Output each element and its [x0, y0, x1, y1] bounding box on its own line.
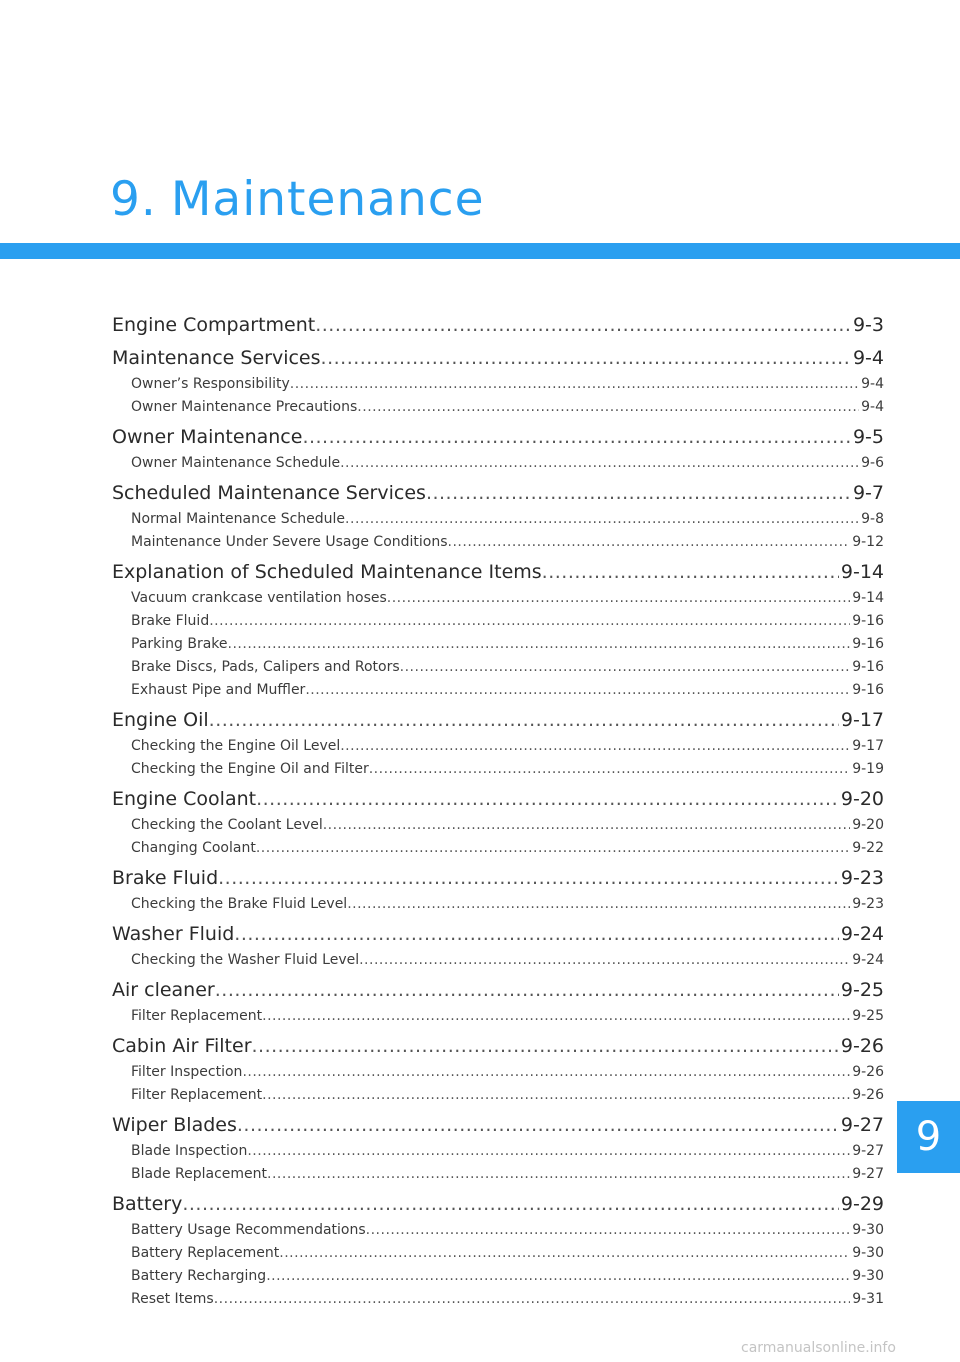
toc-page-number: 9-16 [852, 613, 884, 629]
toc-entry-title: Blade Inspection [131, 1143, 248, 1159]
toc-subsection-entry[interactable] [112, 1140, 884, 1163]
toc-subsection-entry[interactable] [112, 1005, 884, 1028]
toc-page-number: 9-24 [840, 923, 884, 945]
toc-entry-title: Filter Replacement [131, 1008, 263, 1024]
toc-subsection-entry[interactable] [112, 893, 884, 916]
toc-entry-title: Brake Fluid [131, 613, 210, 629]
toc-entry-title: Owner Maintenance Precautions [131, 399, 358, 415]
toc-page-number: 9-30 [852, 1245, 884, 1261]
toc-page-number: 9-5 [852, 426, 884, 448]
toc-page-number: 9-22 [852, 840, 884, 856]
toc-entry-title: Battery [112, 1193, 183, 1215]
dot-leader [209, 705, 839, 735]
toc-subsection-entry[interactable] [112, 1265, 884, 1288]
toc-subsection-entry[interactable] [112, 1163, 884, 1186]
dot-leader [242, 1061, 850, 1084]
dot-leader [315, 310, 851, 340]
toc-entry-title: Brake Fluid [112, 867, 219, 889]
toc-entry-title: Reset Items [131, 1291, 214, 1307]
toc-page-number: 9-30 [852, 1268, 884, 1284]
dot-leader [369, 758, 850, 781]
toc-subsection-entry[interactable] [112, 1061, 884, 1084]
toc-entry-title: Scheduled Maintenance Services [112, 482, 426, 504]
toc-subsection-entry[interactable] [112, 1242, 884, 1265]
dot-leader [387, 587, 850, 610]
toc-subsection-entry[interactable] [112, 679, 884, 702]
toc-entry-title: Owner Maintenance [112, 426, 303, 448]
toc-entry-title: Checking the Coolant Level [131, 817, 323, 833]
toc-section-entry[interactable] [112, 705, 884, 735]
toc-entry-title: Filter Inspection [131, 1064, 243, 1080]
toc-section-entry[interactable] [112, 784, 884, 814]
toc-entry-title: Blade Replacement [131, 1166, 268, 1182]
dot-leader [218, 863, 839, 893]
toc-page-number: 9-16 [852, 682, 884, 698]
toc-subsection-entry[interactable] [112, 758, 884, 781]
toc-subsection-entry[interactable] [112, 373, 884, 396]
toc-entry-title: Vacuum crankcase ventilation hoses [131, 590, 387, 606]
dot-leader [256, 784, 839, 814]
header-divider-bar [0, 243, 960, 259]
toc-subsection-entry[interactable] [112, 508, 884, 531]
chapter-tab[interactable]: 9 [897, 1101, 960, 1173]
toc-section-entry[interactable] [112, 422, 884, 452]
dot-leader [214, 1288, 850, 1311]
toc-page-number: 9-26 [840, 1035, 884, 1057]
dot-leader [228, 633, 851, 656]
dot-leader [347, 893, 850, 916]
toc-subsection-entry[interactable] [112, 1219, 884, 1242]
toc-page-number: 9-26 [852, 1087, 884, 1103]
toc-page-number: 9-23 [852, 896, 884, 912]
dot-leader [302, 422, 851, 452]
toc-subsection-entry[interactable] [112, 837, 884, 860]
toc-entry-title: Wiper Blades [112, 1114, 237, 1136]
toc-page-number: 9-16 [852, 659, 884, 675]
toc-page-number: 9-27 [852, 1166, 884, 1182]
toc-page-number: 9-17 [852, 738, 884, 754]
toc-page-number: 9-20 [840, 788, 884, 810]
dot-leader [262, 1005, 850, 1028]
toc-page-number: 9-4 [852, 347, 884, 369]
toc-section-entry[interactable] [112, 557, 884, 587]
chapter-header [110, 172, 485, 227]
toc-entry-title: Normal Maintenance Schedule [131, 511, 346, 527]
dot-leader [321, 343, 851, 373]
toc-page-number: 9-14 [852, 590, 884, 606]
toc-entry-title: Owner Maintenance Schedule [131, 455, 341, 471]
toc-section-entry[interactable] [112, 863, 884, 893]
toc-page-number: 9-31 [852, 1291, 884, 1307]
toc-subsection-entry[interactable] [112, 531, 884, 554]
toc-page-number: 9-4 [861, 399, 884, 415]
toc-page-number: 9-30 [852, 1222, 884, 1238]
toc-entry-title: Changing Coolant [131, 840, 256, 856]
dot-leader [256, 837, 850, 860]
toc-subsection-entry[interactable] [112, 814, 884, 837]
dot-leader [215, 975, 839, 1005]
toc-entry-title: Air cleaner [112, 979, 215, 1001]
toc-page-number: 9-26 [852, 1064, 884, 1080]
dot-leader [266, 1265, 850, 1288]
toc-page-number: 9-25 [852, 1008, 884, 1024]
toc-subsection-entry[interactable] [112, 396, 884, 419]
dot-leader [209, 610, 850, 633]
toc-subsection-entry[interactable] [112, 587, 884, 610]
toc-page-number: 9-19 [852, 761, 884, 777]
toc-section-entry[interactable] [112, 1189, 884, 1219]
toc-page-number: 9-17 [840, 709, 884, 731]
chapter-title: Maintenance [170, 172, 485, 227]
dot-leader [340, 735, 850, 758]
dot-leader [359, 949, 850, 972]
toc-entry-title: Maintenance Under Severe Usage Conditions [131, 534, 448, 550]
toc-subsection-entry[interactable] [112, 949, 884, 972]
toc-entry-title: Owner’s Responsibility [131, 376, 290, 392]
dot-leader [345, 508, 859, 531]
toc-section-entry[interactable] [112, 343, 884, 373]
dot-leader [182, 1189, 839, 1219]
toc-entry-title: Checking the Engine Oil and Filter [131, 761, 369, 777]
dot-leader [357, 396, 859, 419]
dot-leader [340, 452, 859, 475]
toc-entry-title: Maintenance Services [112, 347, 321, 369]
toc-page-number: 9-7 [852, 482, 884, 504]
toc-section-entry[interactable] [112, 310, 884, 340]
toc-entry-title: Checking the Brake Fluid Level [131, 896, 348, 912]
chapter-number: 9. [110, 172, 157, 227]
toc-page-number: 9-29 [840, 1193, 884, 1215]
dot-leader [426, 478, 851, 508]
table-of-contents [112, 310, 884, 1311]
dot-leader [448, 531, 851, 554]
toc-page-number: 9-12 [852, 534, 884, 550]
toc-section-entry[interactable] [112, 1031, 884, 1061]
dot-leader [305, 679, 850, 702]
toc-entry-title: Checking the Engine Oil Level [131, 738, 341, 754]
toc-entry-title: Washer Fluid [112, 923, 235, 945]
toc-subsection-entry[interactable] [112, 1084, 884, 1107]
toc-page-number: 9-6 [861, 455, 884, 471]
toc-entry-title: Engine Compartment [112, 314, 316, 336]
toc-page-number: 9-16 [852, 636, 884, 652]
toc-page-number: 9-4 [861, 376, 884, 392]
toc-entry-title: Parking Brake [131, 636, 228, 652]
dot-leader [237, 1110, 839, 1140]
dot-leader [290, 373, 859, 396]
toc-entry-title: Explanation of Scheduled Maintenance Items [112, 561, 542, 583]
toc-entry-title: Engine Coolant [112, 788, 257, 810]
toc-page-number: 9-24 [852, 952, 884, 968]
dot-leader [234, 919, 839, 949]
toc-entry-title: Engine Oil [112, 709, 209, 731]
toc-page-number: 9-27 [852, 1143, 884, 1159]
dot-leader [542, 557, 839, 587]
toc-page-number: 9-14 [840, 561, 884, 583]
toc-entry-title: Battery Recharging [131, 1268, 267, 1284]
dot-leader [400, 656, 851, 679]
toc-page-number: 9-20 [852, 817, 884, 833]
toc-entry-title: Exhaust Pipe and Muffler [131, 682, 306, 698]
toc-page-number: 9-3 [852, 314, 884, 336]
toc-subsection-entry[interactable] [112, 633, 884, 656]
toc-section-entry[interactable] [112, 1110, 884, 1140]
dot-leader [366, 1219, 851, 1242]
toc-section-entry[interactable] [112, 919, 884, 949]
toc-entry-title: Brake Discs, Pads, Calipers and Rotors [131, 659, 400, 675]
toc-page-number: 9-23 [840, 867, 884, 889]
toc-subsection-entry[interactable] [112, 452, 884, 475]
dot-leader [267, 1163, 850, 1186]
toc-entry-title: Battery Usage Recommendations [131, 1222, 366, 1238]
toc-entry-title: Checking the Washer Fluid Level [131, 952, 360, 968]
toc-subsection-entry[interactable] [112, 1288, 884, 1311]
toc-subsection-entry[interactable] [112, 656, 884, 679]
toc-section-entry[interactable] [112, 478, 884, 508]
toc-entry-title: Cabin Air Filter [112, 1035, 252, 1057]
toc-page-number: 9-27 [840, 1114, 884, 1136]
dot-leader [247, 1140, 850, 1163]
dot-leader [323, 814, 850, 837]
toc-page-number: 9-8 [861, 511, 884, 527]
toc-entry-title: Filter Replacement [131, 1087, 263, 1103]
toc-subsection-entry[interactable] [112, 610, 884, 633]
toc-subsection-entry[interactable] [112, 735, 884, 758]
toc-section-entry[interactable] [112, 975, 884, 1005]
toc-page-number: 9-25 [840, 979, 884, 1001]
dot-leader [279, 1242, 850, 1265]
toc-entry-title: Battery Replacement [131, 1245, 280, 1261]
watermark: carmanualsonline.info [741, 1340, 896, 1356]
dot-leader [262, 1084, 850, 1107]
dot-leader [252, 1031, 839, 1061]
